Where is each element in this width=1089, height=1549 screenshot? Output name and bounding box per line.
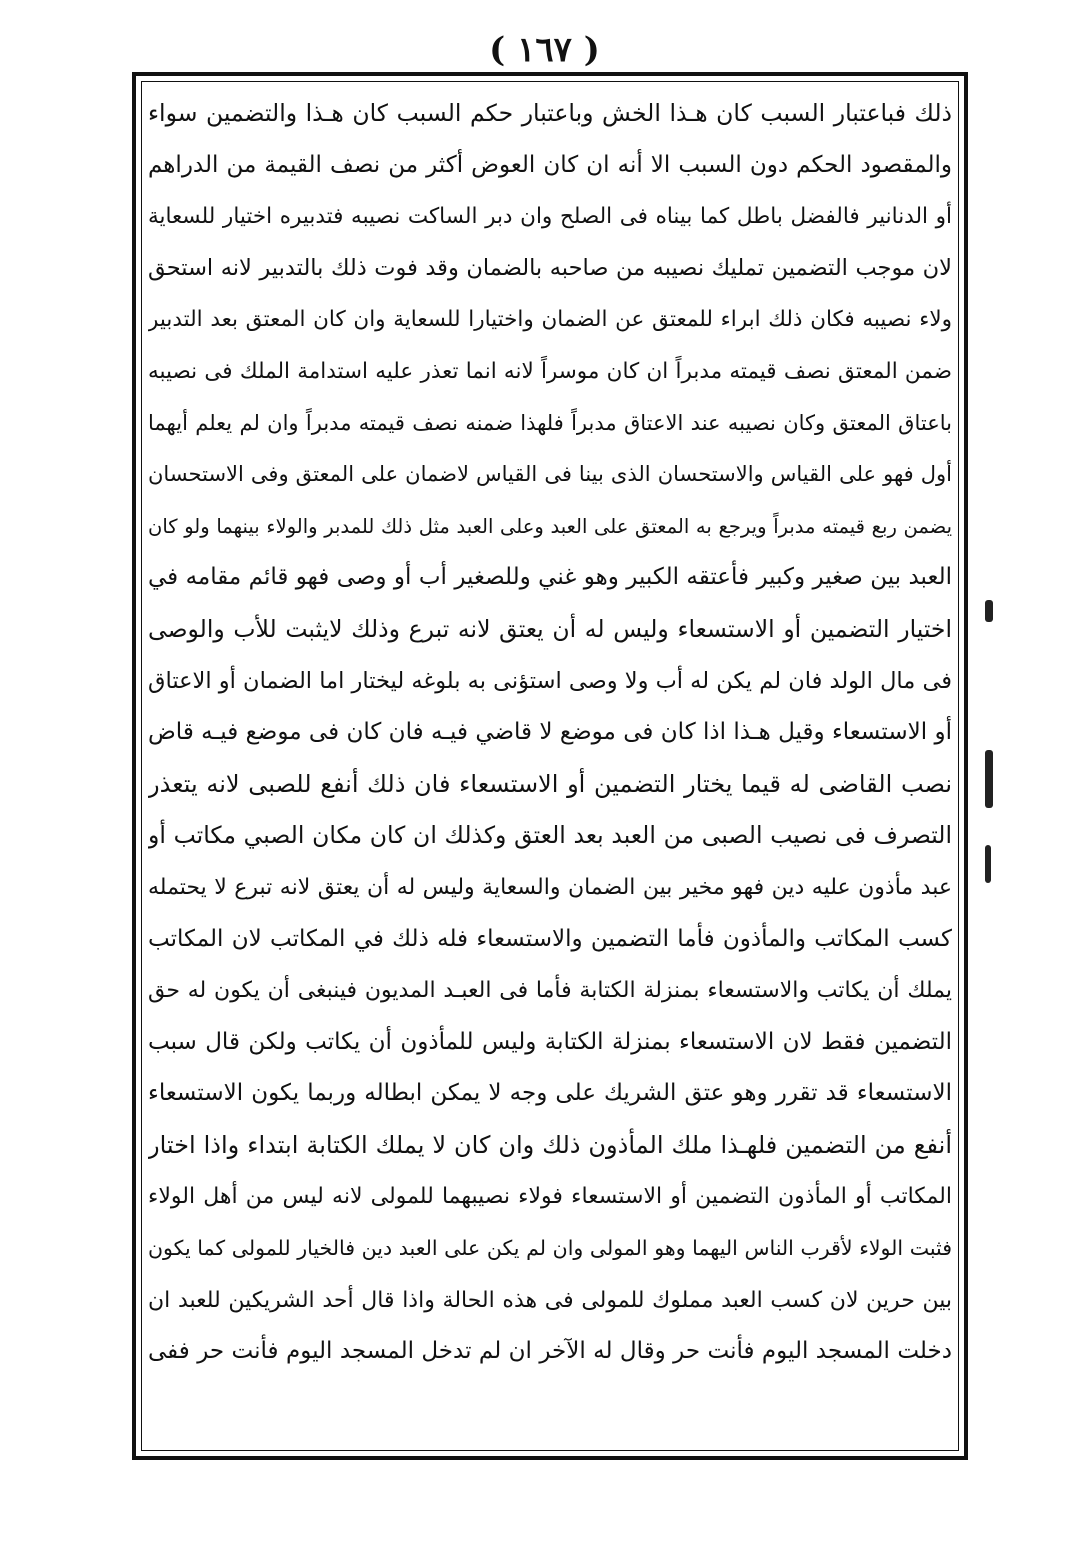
- text-line: فى مال الولد فان لم يكن له أب ولا وصى استؤنى به بلوغه ليختار اما الضمان أو الاعتاق: [148, 667, 952, 694]
- text-line: باعتاق المعتق وكان نصيبه عند الاعتاق مدبراً فلهذا ضمنه نصف قيمته مدبراً وان لم يعلم أيهما: [148, 410, 952, 435]
- text-line: ولاء نصيبه فكان ذلك ابراء للمعتق عن الضمان واختيارا للسعاية وان كان المعتق بعد التدبير: [148, 307, 952, 333]
- text-body: [148, 88, 952, 1378]
- text-line: أول فهو على القياس والاستحسان الذى بينا فى القياس لاضمان على المعتق وفى الاستحسان: [148, 462, 952, 487]
- text-line: أو الدنانير فالفضل باطل كما بيناه فى الصلح وان دبر الساكت نصيبه فتدبيره اختيار للسعاية: [148, 204, 952, 230]
- text-line: ضمن المعتق نصف قيمته مدبراً ان كان موسراً لانه انما تعذر عليه استدامة الملك فى نصيبه: [148, 358, 952, 384]
- margin-ink-mark: [985, 845, 991, 883]
- text-line: الاستسعاء قد تقرر وهو عتق الشريك على وجه لا يمكن ابطاله وربما يكون الاستسعاء: [148, 1080, 952, 1107]
- text-line: أنفع من التضمين فلهـذا ملك المأذون ذلك وان كان لا يملك الكتابة ابتداء واذا اختار: [148, 1130, 952, 1159]
- text-line: ذلك فباعتبار السبب كان هـذا الخش وباعتبار حكم السبب كان هـذا والتضمين سواء: [148, 99, 952, 127]
- text-line: والمقصود الحكم دون السبب الا أنه ان كان العوض أكثر من نصف القيمة من الدراهم: [148, 151, 952, 178]
- text-line: فثبت الولاء لأقرب الناس اليهما وهو المولى وان لم يكن على العبد دين فالخيار للمولى كما يكون: [148, 1236, 952, 1261]
- text-line: التصرف فى نصيب الصبى من العبد بعد العتق وكذلك ان كان مكان الصبي مكاتب أو: [148, 821, 952, 850]
- text-line: التضمين فقط لان الاستسعاء بمنزلة الكتابة وليس للمأذون أن يكاتب ولكن قال سبب: [148, 1028, 952, 1055]
- text-line: العبد بين صغير وكبير فأعتقه الكبير وهو غني وللصغير أب أو وصى فهو قائم مقامه في: [148, 564, 952, 591]
- text-line: يضمن ربع قيمته مدبراً ويرجع به المعتق على العبد وعلى العبد مثل ذلك للمدبر والولاء بينهما ولو كان: [148, 514, 952, 538]
- text-line: بين حرين لان كسب العبد مملوك للمولى فى هذه الحالة واذا قال أحد الشريكين للعبد ان: [148, 1287, 952, 1313]
- text-line: دخلت المسجد اليوم فأنت حر وقال له الآخر ان لم تدخل المسجد اليوم فأنت حر ففى: [148, 1338, 952, 1365]
- text-line: كسب المكاتب والمأذون فأما التضمين والاستسعاء فله ذلك في المكاتب لان المكاتب: [148, 925, 952, 952]
- text-line: لان موجب التضمين تمليك نصيبه من صاحبه بالضمان وقد فوت ذلك بالتدبير لانه استحق: [148, 254, 952, 281]
- margin-ink-mark: [985, 750, 993, 808]
- margin-ink-mark: [985, 600, 993, 622]
- text-line: المكاتب أو المأذون التضمين أو الاستسعاء فولاء نصيبهما للمولى لانه ليس من أهل الولاء: [148, 1184, 952, 1210]
- text-line: نصب القاضى له قيما يختار التضمين أو الاستسعاء فان ذلك أنفع للصبى لانه يتعذر: [148, 769, 952, 798]
- text-line: اختيار التضمين أو الاستسعاء وليس له أن يعتق لانه تبرع وذلك لايثبت للأب والوصى: [148, 614, 952, 643]
- text-line: عبد مأذون عليه دين فهو مخير بين الضمان والسعاية وليس له أن يعتق لانه تبرع لا يحتمله: [148, 874, 952, 900]
- page-number: ( ١٦٧ ): [489, 30, 600, 70]
- text-line: أو الاستسعاء وقيل هـذا اذا كان فى موضع لا قاضي فيـه فان كان فى موضع فيـه قاض: [148, 719, 952, 746]
- text-line: يملك أن يكاتب والاستسعاء بمنزلة الكتابة فأما فى العبـد المديون فينبغى أن يكون له حق: [148, 978, 952, 1004]
